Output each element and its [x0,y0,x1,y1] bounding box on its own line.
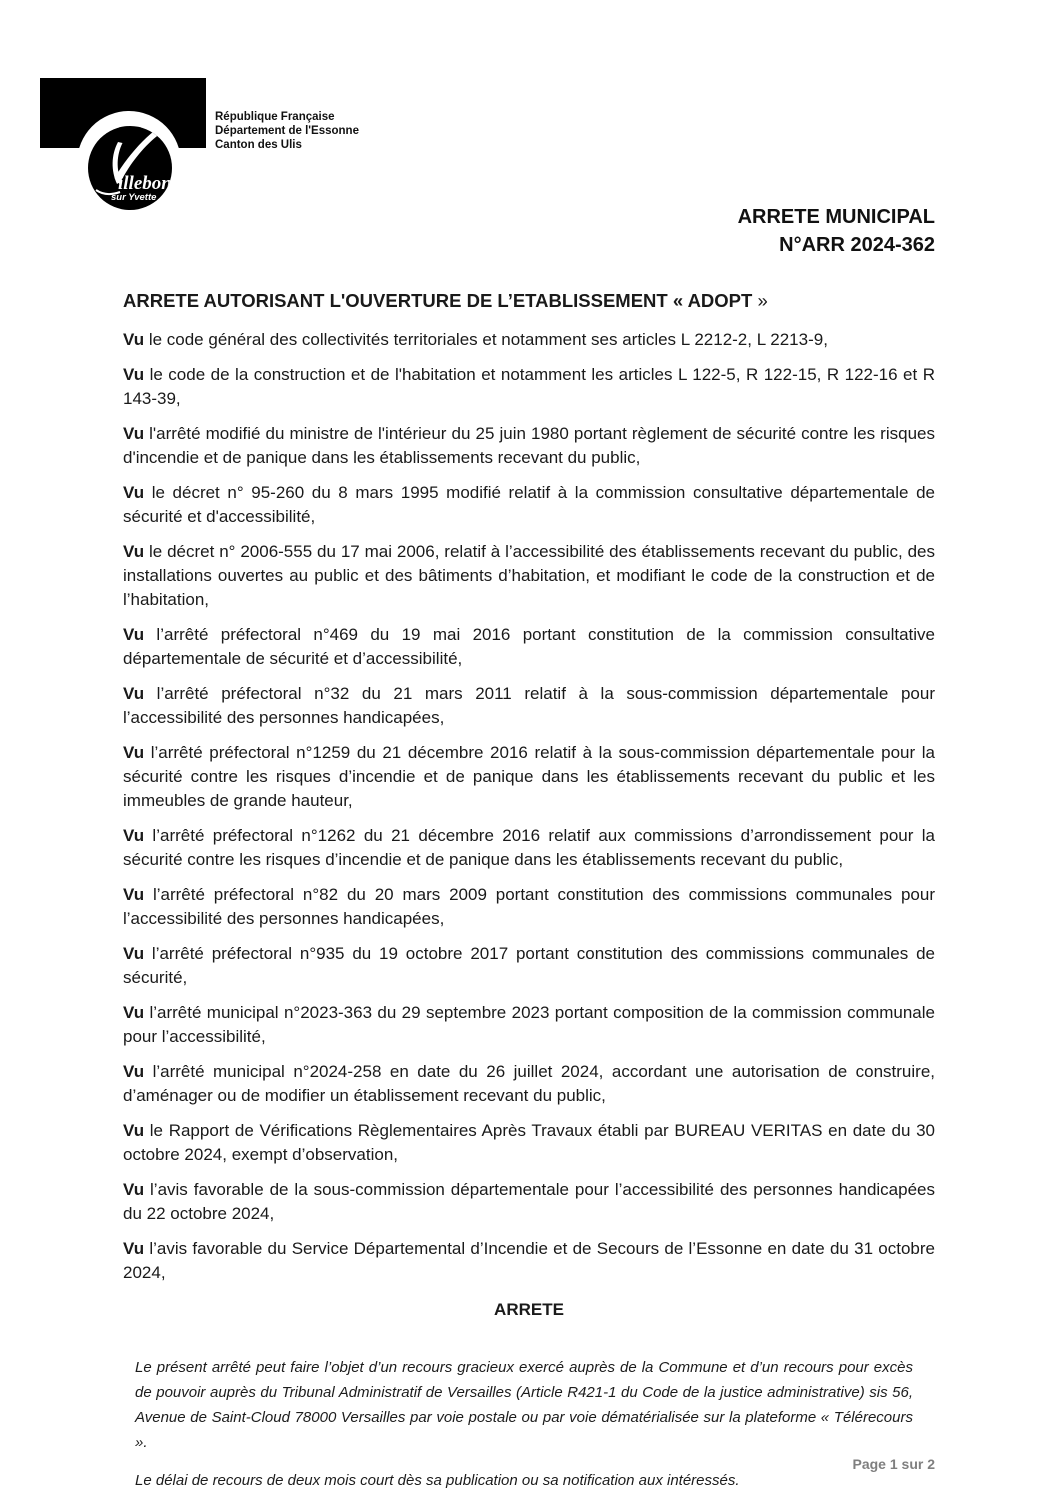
villebon-sur-yvette-logo [40,78,220,213]
org-block [215,110,359,152]
arrete-centered-label: ARRETE [494,1300,564,1319]
doc-body [123,288,935,1322]
logo-script-text: illebon [118,173,172,194]
doc-type-title: ARRETE MUNICIPAL [737,206,935,228]
vu-lead: Vu [123,1121,145,1140]
vu-paragraph: Vu l'arrêté modifié du ministre de l'intérieur du 25 juin 1980 portant règlement de sécurité contre les risques d'incendie et de panique dans les établissements recevant du public, [123,424,935,467]
vu-paragraph: Vu l’arrêté préfectoral n°1262 du 21 décembre 2016 relatif aux commissions d’arrondissement pour la sécurité contre les risques d’incendie et de panique dans les établissements recevant du public, [123,826,935,869]
title-block [738,203,935,259]
vu-paragraph: Vu l’arrêté préfectoral n°469 du 19 mai 2016 portant constitution de la commission consultative départementale de sécurité et d’accessibilité, [123,625,935,668]
recours-notice: Le présent arrêté peut faire l’objet d’un recours gracieux exercé auprès de la Commune et d’un recours pour excès de pouvoir auprès du Tribunal Administratif de Versailles (Article R421-1 du Code de la justice administrative) sis 56, Avenue de Saint-Cloud 78000 Versailles par voie postale ou par voie dématérialisée sur la plateforme « Télérecours ». [135,1359,913,1451]
logo-sub-text: sur Yvette [111,192,157,203]
vu-lead: Vu [123,1062,145,1081]
vu-paragraph: Vu l’arrêté préfectoral n°935 du 19 octobre 2017 portant constitution des commissions communales de sécurité, [123,944,935,987]
villebon-v-swoosh-icon [88,126,172,210]
vu-paragraph: Vu le code général des collectivités territoriales et notamment ses articles L 2212-2, L 2213-9, [123,330,828,349]
vu-lead: Vu [123,330,145,349]
vu-lead: Vu [123,1003,145,1022]
vu-lead: Vu [123,625,145,644]
vu-lead: Vu [123,365,145,384]
vu-paragraph: Vu le décret n° 95-260 du 8 mars 1995 modifié relatif à la commission consultative départementale de sécurité et d'accessibilité, [123,483,935,526]
org-line-republique: République Française [215,111,335,123]
doc-number: N°ARR 2024-362 [779,234,935,256]
vu-lead: Vu [123,542,145,561]
doc-heading-close-guillemet: » [757,290,768,311]
logo-circle [88,126,172,210]
org-line-departement: Département de l'Essonne [215,125,359,137]
vu-lead: Vu [123,743,145,762]
vu-lead: Vu [123,944,145,963]
vu-lead: Vu [123,483,145,502]
vu-paragraph: Vu l’arrêté municipal n°2024-258 en date du 26 juillet 2024, accordant une autorisation de construire, d’aménager ou de modifier un établissement recevant du public, [123,1062,935,1105]
vu-lead: Vu [123,424,145,443]
vu-paragraph: Vu le Rapport de Vérifications Règlementaires Après Travaux établi par BUREAU VERITAS en date du 30 octobre 2024, exempt d’observation, [123,1121,935,1164]
vu-paragraph: Vu l’arrêté préfectoral n°32 du 21 mars 2011 relatif à la sous-commission départementale pour l’accessibilité des personnes handicapées, [123,684,935,727]
vu-paragraph: Vu l’arrêté préfectoral n°82 du 20 mars 2009 portant constitution des commissions communales pour l’accessibilité des personnes handicapées, [123,885,935,928]
delai-notice: Le délai de recours de deux mois court dès sa publication ou sa notification aux intéressés. [135,1472,740,1489]
footer-notices [135,1355,913,1493]
doc-heading-bold: ARRETE AUTORISANT L'OUVERTURE DE L’ETABLISSEMENT « ADOPT [123,290,753,311]
vu-paragraph: Vu l’arrêté municipal n°2023-363 du 29 septembre 2023 portant composition de la commission communale pour l’accessibilité, [123,1003,935,1046]
org-line-canton: Canton des Ulis [215,139,302,151]
vu-lead: Vu [123,826,145,845]
vu-lead: Vu [123,1239,145,1258]
vu-paragraph: Vu le code de la construction et de l'habitation et notamment les articles L 122-5, R 122-15, R 122-16 et R 143-39, [123,365,935,408]
page-number: Page 1 sur 2 [852,1456,935,1472]
vu-paragraphs [123,328,935,1285]
vu-paragraph: Vu l’arrêté préfectoral n°1259 du 21 décembre 2016 relatif à la sous-commission départementale pour la sécurité contre les risques d’incendie et de panique dans les établissements recevant du public et les immeubles de grande hauteur, [123,743,935,810]
vu-lead: Vu [123,684,145,703]
vu-paragraph: Vu l’avis favorable de la sous-commission départementale pour l’accessibilité des personnes handicapées du 22 octobre 2024, [123,1180,935,1223]
vu-paragraph: Vu le décret n° 2006-555 du 17 mai 2006, relatif à l’accessibilité des établissements recevant du public, des installations ouvertes au public et des bâtiments d’habitation, et modifiant le code de la construction et de l’habitation, [123,542,935,609]
vu-lead: Vu [123,1180,145,1199]
vu-paragraph: Vu l’avis favorable du Service Départemental d’Incendie et de Secours de l’Essonne en date du 31 octobre 2024, [123,1239,935,1282]
doc-heading [123,288,935,313]
vu-lead: Vu [123,885,145,904]
